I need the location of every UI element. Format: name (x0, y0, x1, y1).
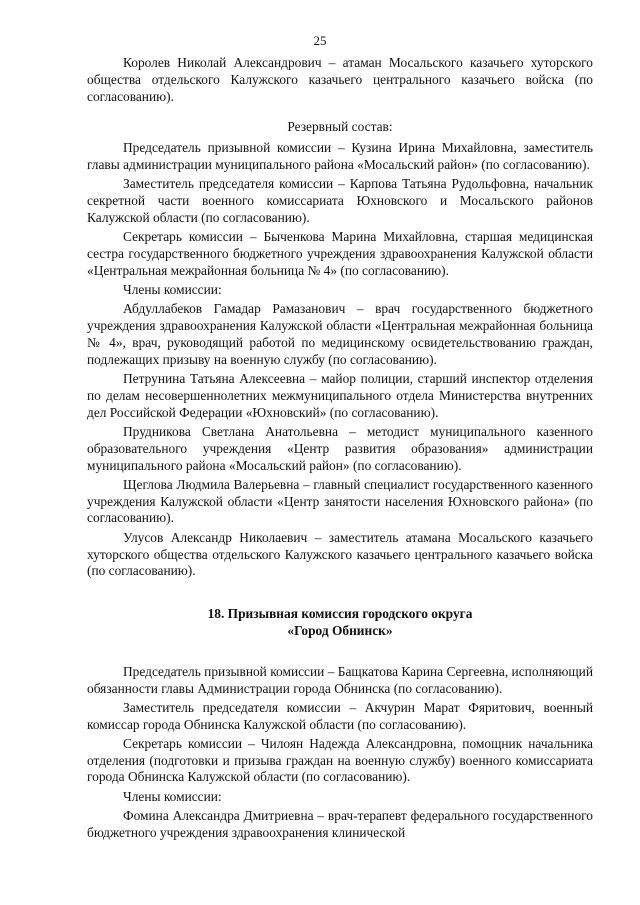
member-paragraph: Королев Николай Александрович – атаман Мосальского казачьего хуторского общества отдельского Калужского казачьего центрального казачьего войска (по согласованию). (87, 55, 593, 104)
deputy-paragraph: Заместитель председателя комиссии – Акчурин Марат Фяритович, военный комиссар города Обнинска Калужской области (по согласованию). (87, 699, 593, 732)
reserve-member-paragraph: Петрунина Татьяна Алексеевна – майор полиции, старший инспектор отделения по делам несовершеннолетних межмуниципального отдела Министерства внутренних дел Российской Федерации «Юхновский» (по согласованию). (87, 371, 593, 420)
section-title-line: «Город Обнинск» (287, 622, 393, 638)
secretary-paragraph: Секретарь комиссии – Чилоян Надежда Александровна, помощник начальника отделения (подготовки и призыва граждан на военную службу) военного комиссариата города Обнинска Калужской области (по согласованию). (87, 735, 593, 785)
members-label: Члены комиссии: (123, 788, 222, 804)
section-18-title (87, 606, 593, 640)
reserve-member-paragraph: Абдуллабеков Гамадар Рамазанович – врач государственного бюджетного учреждения здравоохранения Калужской области «Центральная межрайонная больница № 4», врач, руководящий работой по медицинскому освидетельствованию граждан, подлежащих призыву на военную службу (по согласованию). (87, 301, 593, 367)
page-number: 25 (313, 33, 327, 48)
document-body (87, 55, 593, 844)
reserve-heading: Резервный состав: (287, 119, 393, 135)
reserve-secretary-paragraph: Секретарь комиссии – Быченкова Марина Михайловна, старшая медицинская сестра государственного бюджетного учреждения здравоохранения Калужской области «Центральная межрайонная больница № 4» (по согласованию). (87, 229, 593, 278)
reserve-deputy-paragraph: Заместитель председателя комиссии – Карпова Татьяна Рудольфовна, начальник секретной части военного комиссариата Юхновского и Мосальского районов Калужской области (по согласованию). (87, 176, 593, 225)
reserve-member-paragraph: Прудникова Светлана Анатольевна – методист муниципального казенного образовательного учреждения «Центр развития образования» администрации муниципального района «Мосальский район» (по согласованию). (87, 423, 593, 473)
reserve-members-label: Члены комиссии: (123, 282, 222, 298)
reserve-chairman-paragraph: Председатель призывной комиссии – Кузина Ирина Михайловна, заместитель главы администрации муниципального района «Мосальский район» (по согласованию). (87, 140, 593, 172)
reserve-member-paragraph: Щеглова Людмила Валерьевна – главный специалист государственного казенного учреждения Калужской области «Центр занятости населения Юхновского района» (по согласованию). (87, 476, 593, 526)
section-title-line: 18. Призывная комиссия городского округа (207, 606, 473, 622)
chairman-paragraph: Председатель призывной комиссии – Бащкатова Карина Сергеевна, исполняющий обязанности главы Администрации города Обнинска (по согласованию). (87, 663, 593, 696)
member-paragraph: Фомина Александра Дмитриевна – врач-терапевт федерального государственного бюджетного учреждения здравоохранения клинической (87, 808, 593, 840)
reserve-member-paragraph: Улусов Александр Николаевич – заместитель атамана Мосальского казачьего хуторского общества отдельского Калужского казачьего центрального казачьего войска (по согласованию). (87, 529, 593, 579)
